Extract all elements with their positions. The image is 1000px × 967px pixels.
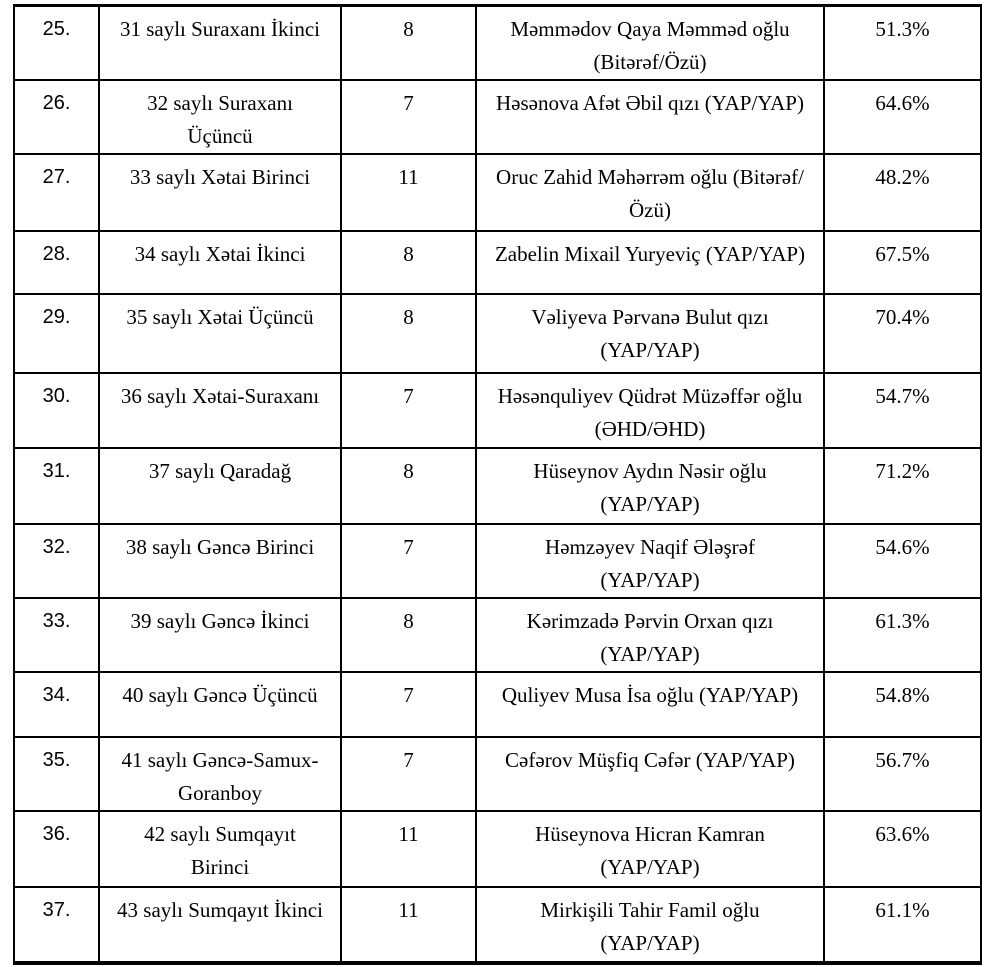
row-number-cell: 28. [14,231,99,294]
constituency-cell [99,6,341,81]
percentage-cell: 56.7% [824,737,981,811]
cell-text-line: Zabelin Mixail Yuryeviç (YAP/YAP) [494,242,806,266]
cell-text-line: 38 saylı Gəncə Birinci [125,535,315,559]
winner-name-cell [476,231,824,294]
percentage-cell: 61.1% [824,887,981,963]
cell-text-line: Goranboy [178,781,262,805]
row-number-cell: 25. [14,6,99,81]
cell-text-line: (ƏHD/ƏHD) [594,417,706,441]
cell-text-line: 32 saylı Suraxanı [147,91,293,115]
cell-text-line: (YAP/YAP) [600,338,700,362]
cell-text-line: (YAP/YAP) [600,642,700,666]
candidate-count-cell: 11 [341,154,476,231]
row-number-cell: 33. [14,598,99,672]
candidate-count-cell: 7 [341,373,476,448]
winner-name-cell [476,598,824,672]
winner-name-cell [476,294,824,373]
cell-text-line: Həsənquliyev Qüdrət Müzəffər oğlu [497,384,803,408]
cell-text-line: Kərimzadə Pərvin Orxan qızı [526,609,774,633]
candidate-count-cell: 11 [341,887,476,963]
cell-text-line: 31 saylı Suraxanı İkinci [119,17,321,41]
cell-text-line: Vəliyeva Pərvanə Bulut qızı [531,305,769,329]
table-row [14,737,981,811]
row-number-cell: 30. [14,373,99,448]
cell-text-line: 35 saylı Xətai Üçüncü [126,305,314,329]
percentage-cell: 54.7% [824,373,981,448]
candidate-count-cell: 8 [341,598,476,672]
cell-text-line: 34 saylı Xətai İkinci [134,242,306,266]
candidate-count-cell: 7 [341,737,476,811]
row-number-cell: 26. [14,80,99,154]
candidate-count-cell: 11 [341,811,476,887]
constituency-cell [99,231,341,294]
candidate-count-cell: 7 [341,524,476,598]
winner-name-cell [476,6,824,81]
winner-name-cell [476,373,824,448]
percentage-cell: 67.5% [824,231,981,294]
percentage-cell: 70.4% [824,294,981,373]
percentage-cell: 54.8% [824,672,981,737]
percentage-cell: 63.6% [824,811,981,887]
percentage-cell: 48.2% [824,154,981,231]
cell-text-line: 33 saylı Xətai Birinci [129,165,311,189]
results-table [13,4,982,965]
cell-text-line: Cəfərov Müşfiq Cəfər (YAP/YAP) [505,748,795,772]
constituency-cell [99,598,341,672]
constituency-cell [99,737,341,811]
table-row [14,811,981,887]
row-number-cell: 32. [14,524,99,598]
constituency-cell [99,294,341,373]
winner-name-cell [476,672,824,737]
candidate-count-cell: 7 [341,80,476,154]
row-number-cell: 37. [14,887,99,963]
row-number-cell: 35. [14,737,99,811]
table-row [14,80,981,154]
cell-text-line: Məmmədov Qaya Məmməd oğlu [510,17,790,41]
table-row [14,294,981,373]
cell-text-line: (YAP/YAP) [600,931,700,955]
results-table-body [14,6,981,964]
constituency-cell [99,448,341,524]
cell-text-line: Quliyev Musa İsa oğlu (YAP/YAP) [501,683,799,707]
cell-text-line: (YAP/YAP) [600,568,700,592]
cell-text-line: Hüseynova Hicran Kamran [535,822,765,846]
cell-text-line: Birinci [190,855,250,879]
cell-text-line: Üçüncü [187,124,253,148]
percentage-cell: 64.6% [824,80,981,154]
table-row [14,154,981,231]
row-number-cell: 36. [14,811,99,887]
cell-text-line: (YAP/YAP) [600,855,700,879]
cell-text-line: 37 saylı Qaradağ [148,459,292,483]
table-row [14,672,981,737]
constituency-cell [99,524,341,598]
cell-text-line: (Bitərəf/Özü) [593,50,707,74]
winner-name-cell [476,737,824,811]
cell-text-line: 36 saylı Xətai-Suraxanı [120,384,320,408]
candidate-count-cell: 8 [341,294,476,373]
constituency-cell [99,80,341,154]
table-row [14,887,981,963]
table-row [14,524,981,598]
row-number-cell: 27. [14,154,99,231]
percentage-cell: 54.6% [824,524,981,598]
table-row [14,231,981,294]
cell-text-line: Hüseynov Aydın Nəsir oğlu [533,459,767,483]
row-number-cell: 31. [14,448,99,524]
cell-text-line: Mirkişili Tahir Famil oğlu [540,898,760,922]
cell-text-line: (YAP/YAP) [600,492,700,516]
candidate-count-cell: 8 [341,6,476,81]
candidate-count-cell: 8 [341,231,476,294]
table-row [14,448,981,524]
winner-name-cell [476,80,824,154]
candidate-count-cell: 7 [341,672,476,737]
cell-text-line: Həsənova Afət Əbil qızı (YAP/YAP) [496,91,804,115]
table-row [14,598,981,672]
winner-name-cell [476,524,824,598]
percentage-cell: 71.2% [824,448,981,524]
candidate-count-cell: 8 [341,448,476,524]
percentage-cell: 51.3% [824,6,981,81]
cell-text-line: Oruc Zahid Məhərrəm oğlu (Bitərəf/ [496,165,804,189]
cell-text-line: 43 saylı Sumqayıt İkinci [117,898,323,922]
cell-text-line: 41 saylı Gəncə-Samux- [121,748,319,772]
constituency-cell [99,811,341,887]
table-row [14,373,981,448]
row-number-cell: 34. [14,672,99,737]
cell-text-line: 40 saylı Gəncə Üçüncü [122,683,318,707]
cell-text-line: Özü) [629,198,671,222]
constituency-cell [99,672,341,737]
winner-name-cell [476,811,824,887]
constituency-cell [99,887,341,963]
constituency-cell [99,154,341,231]
cell-text-line: 39 saylı Gəncə İkinci [130,609,310,633]
row-number-cell: 29. [14,294,99,373]
constituency-cell [99,373,341,448]
cell-text-line: Həmzəyev Naqif Ələşrəf [545,535,755,559]
winner-name-cell [476,154,824,231]
winner-name-cell [476,448,824,524]
table-row [14,6,981,81]
cell-text-line: 42 saylı Sumqayıt [144,822,296,846]
percentage-cell: 61.3% [824,598,981,672]
winner-name-cell [476,887,824,963]
